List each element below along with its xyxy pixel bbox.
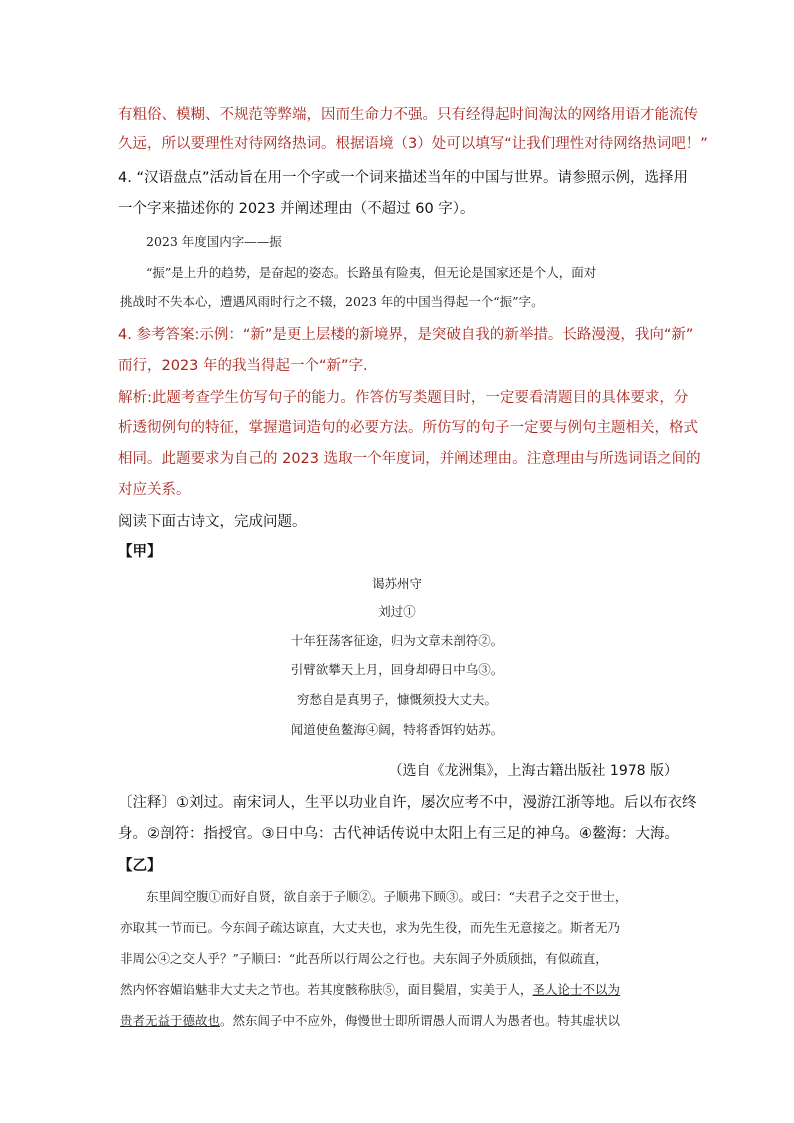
prose-line-5-text: 。然东闾子中不应外，侮慢世士即所谓愚人而谓人为愚者也。特其虚状以 [220, 1013, 621, 1028]
section-yi: 【乙】 [118, 858, 162, 874]
answer-4-line-1: 4. 参考答案:示例：“新”是更上层楼的新境界，是突破自我的新举措。长路漫漫，我向“新” [118, 327, 694, 343]
notes-line-1: 〔注释〕①刘过。南宋词人，生平以功业自许，屡次应考不中，漫游江浙等地。后以布衣终 [118, 795, 697, 811]
question-4-line-1: 4. “汉语盘点”活动旨在用一个字或一个词来描述当年的中国与世界。请参照示例，选择用 [118, 170, 688, 186]
poem-line-1: 十年狂荡客征途，归为文章未剖符②。 [290, 633, 504, 648]
analysis-line-3: 相同。此题要求为自己的 2023 选取一个年度词，并阐述理由。注意理由与所选词语之间的 [118, 451, 701, 467]
notes-line-2: 身。②剖符：指授官。③日中乌：古代神话传说中太阳上有三足的神乌。④鳌海：大海。 [118, 826, 679, 842]
poem-title: 谒苏州守 [371, 576, 422, 591]
poem-author: 刘过① [378, 604, 416, 619]
prose-line-1: 东里闾空腹①而好自贤，欲自亲于子顺②。子顺弗下顾③。或曰：“夫君子之交于世士， [146, 889, 628, 904]
reading-prompt: 阅读下面古诗文，完成问题。 [118, 514, 307, 530]
answer-line-1: 有粗俗、模糊、不规范等弊端，因而生命力不强。只有经得起时间淘汰的网络用语才能流传 [118, 107, 698, 123]
poem-line-3: 穷愁自是真男子，慷慨须投大丈夫。 [296, 692, 497, 707]
analysis-line-1: 解析:此题考查学生仿写句子的能力。作答仿写类题目时，一定要看清题目的具体要求，分 [118, 390, 689, 406]
answer-line-2: 久远，所以要理性对待网络热词。根据语境（3）处可以填写“让我们理性对待网络热词吧！” [118, 136, 708, 152]
example-title: 2023 年度国内字——振 [146, 234, 282, 249]
prose-line-5-underlined: 贵者无益于德故也 [120, 1013, 221, 1028]
poem-source: （选自《龙洲集》，上海古籍出版社 1978 版） [388, 763, 678, 779]
question-4-line-2: 一个字来描述你的 2023 并阐述理由（不超过 60 字）。 [118, 201, 475, 217]
prose-line-5 [120, 1011, 620, 1029]
prose-line-2: 亦取其一节而已。今东闾子疏达谅直，大丈夫也，求为先生役，而先生无意接之。斯者无乃 [120, 920, 621, 935]
prose-line-4-text: 然内怀容媚谄魅非大丈夫之节也。若其度骸称肤⑤，面目鬓眉，实美于人， [120, 982, 533, 997]
poem-line-2: 引臂欲攀天上月，回身却碍日中乌③。 [290, 662, 504, 677]
poem-line-4: 闻道使鱼鳌海④阔，特将香饵钓姑苏。 [290, 722, 504, 737]
example-line-1: “振”是上升的趋势，是奋起的姿态。长路虽有险夷，但无论是国家还是个人，面对 [146, 265, 597, 280]
prose-line-3: 非周公④之交人乎？”子顺曰：“此吾所以行周公之行也。夫东闾子外质颀拙，有似疏直， [120, 951, 608, 966]
answer-4-line-2: 而行，2023 年的我当得起一个“新”字. [118, 358, 368, 374]
prose-line-4 [120, 980, 620, 998]
analysis-line-4: 对应关系。 [118, 482, 191, 498]
prose-line-4-underlined: 圣人论士不以为 [532, 982, 621, 997]
example-line-2: 挑战时不失本心，遭遇风雨时行之不辍，2023 年的中国当得起一个“振”字。 [120, 294, 544, 309]
analysis-line-2: 析透彻例句的特征，掌握遣词造句的必要方法。所仿写的句子一定要与例句主题相关，格式 [118, 420, 698, 436]
section-jia: 【甲】 [118, 544, 162, 560]
